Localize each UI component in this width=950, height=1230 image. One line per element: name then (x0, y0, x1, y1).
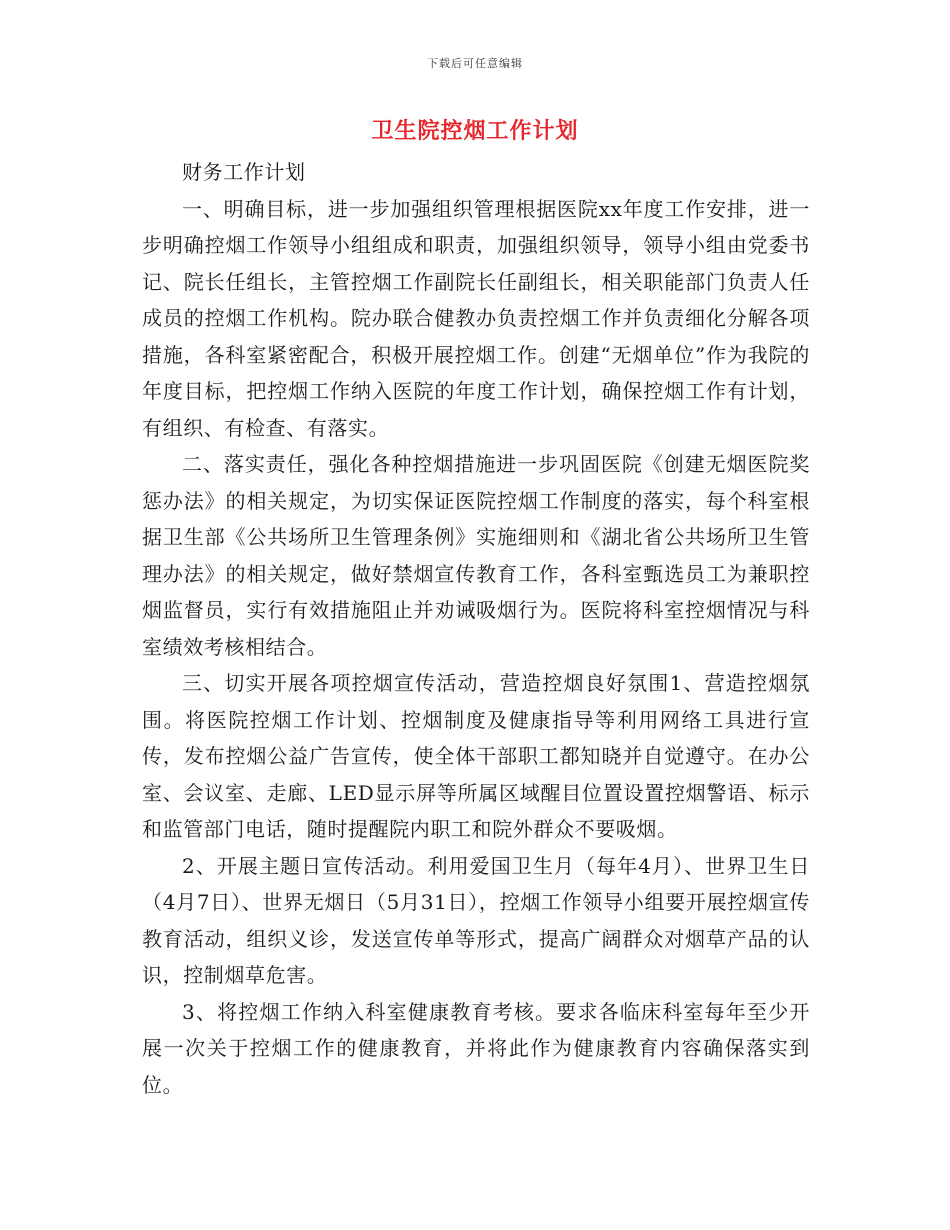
paragraph-item-2: 2、开展主题日宣传活动。利用爱国卫生月（每年4月）、世界卫生日（4月7日）、世界无烟日（5月31日），控烟工作领导小组要开展控烟宣传教育活动，组织义诊，发送宣传单等形式，提高广阔群众对烟草产品的认识，控制烟草危害。 (142, 853, 810, 987)
paragraph-item-3: 3、将控烟工作纳入科室健康教育考核。要求各临床科室每年至少开展一次关于控烟工作的健康教育，并将此作为健康教育内容确保落实到位。 (142, 999, 810, 1097)
document-body (142, 154, 810, 1103)
document-title: 卫生院控烟工作计划 (371, 118, 579, 144)
paragraph-subtitle: 财务工作计划 (182, 160, 306, 184)
header-note: 下载后可任意编辑 (427, 57, 523, 70)
paragraph-section-1: 一、明确目标，进一步加强组织管理根据医院xx年度工作安排，进一步明确控烟工作领导小组组成和职责，加强组织领导，领导小组由党委书记、院长任组长，主管控烟工作副院长任副组长，相关职能部门负责人任成员的控烟工作机构。院办联合健教办负责控烟工作并负责细化分解各项措施，各科室紧密配合，积极开展控烟工作。创建“无烟单位”作为我院的年度目标，把控烟工作纳入医院的年度工作计划，确保控烟工作有计划，有组织、有检查、有落实。 (142, 196, 810, 440)
paragraph-section-2: 二、落实责任，强化各种控烟措施进一步巩固医院《创建无烟医院奖惩办法》的相关规定，为切实保证医院控烟工作制度的落实，每个科室根据卫生部《公共场所卫生管理条例》实施细则和《湖北省公共场所卫生管理办法》的相关规定，做好禁烟宣传教育工作，各科室甄选员工为兼职控烟监督员，实行有效措施阻止并劝诫吸烟行为。医院将科室控烟情况与科室绩效考核相结合。 (142, 452, 810, 659)
paragraph-section-3: 三、切实开展各项控烟宣传活动，营造控烟良好氛围1、营造控烟氛围。将医院控烟工作计划、控烟制度及健康指导等利用网络工具进行宣传，发布控烟公益广告宣传，使全体干部职工都知晓并自觉遵守。在办公室、会议室、走廊、LED显示屏等所属区域醒目位置设置控烟警语、标示和监管部门电话，随时提醒院内职工和院外群众不要吸烟。 (142, 671, 810, 841)
